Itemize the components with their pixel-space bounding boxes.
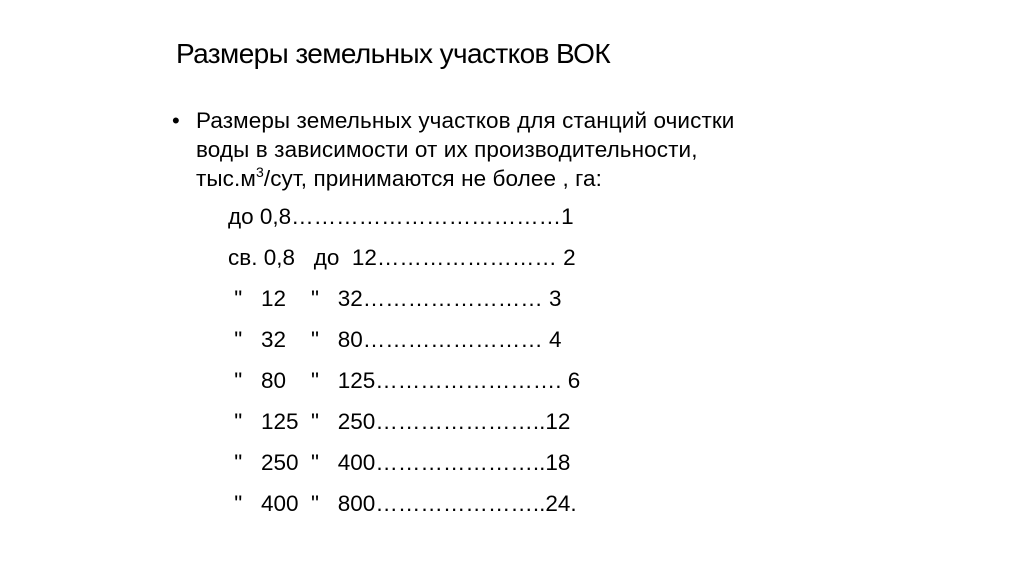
bullet-line-2: воды в зависимости от их производительности, — [196, 137, 698, 162]
row-text: " 125 " 250…………………..12 — [228, 409, 571, 434]
table-row — [228, 284, 562, 314]
bullet-text — [196, 106, 734, 196]
bullet-line-3-end: /сут, принимаются не более , га: — [263, 166, 602, 191]
row-text: до 0,8………………………………1 — [228, 204, 574, 229]
row-text: " 80 " 125……………………. 6 — [228, 368, 581, 393]
table-row — [228, 407, 570, 437]
superscript-three: 3 — [255, 164, 264, 180]
row-text: св. 0,8 до 12…………………… 2 — [228, 245, 576, 270]
row-text: " 400 " 800…………………..24. — [228, 491, 577, 516]
row-text: " 32 " 80…………………… 4 — [228, 327, 562, 352]
row-text: " 12 " 32…………………… 3 — [228, 286, 562, 311]
bullet-dot-icon: • — [172, 108, 180, 133]
table-row — [228, 202, 574, 232]
bullet-line-3 — [196, 164, 734, 196]
table-row — [228, 366, 580, 396]
row-text: " 250 " 400…………………..18 — [228, 450, 571, 475]
table-row — [228, 489, 577, 519]
bullet-line-3-start: тыс.м — [196, 166, 256, 191]
slide-title: Размеры земельных участков ВОК — [176, 38, 611, 69]
table-row — [228, 243, 576, 273]
table-row — [228, 448, 570, 478]
bullet-line-1: Размеры земельных участков для станций очистки — [196, 108, 735, 133]
table-row — [228, 325, 562, 355]
